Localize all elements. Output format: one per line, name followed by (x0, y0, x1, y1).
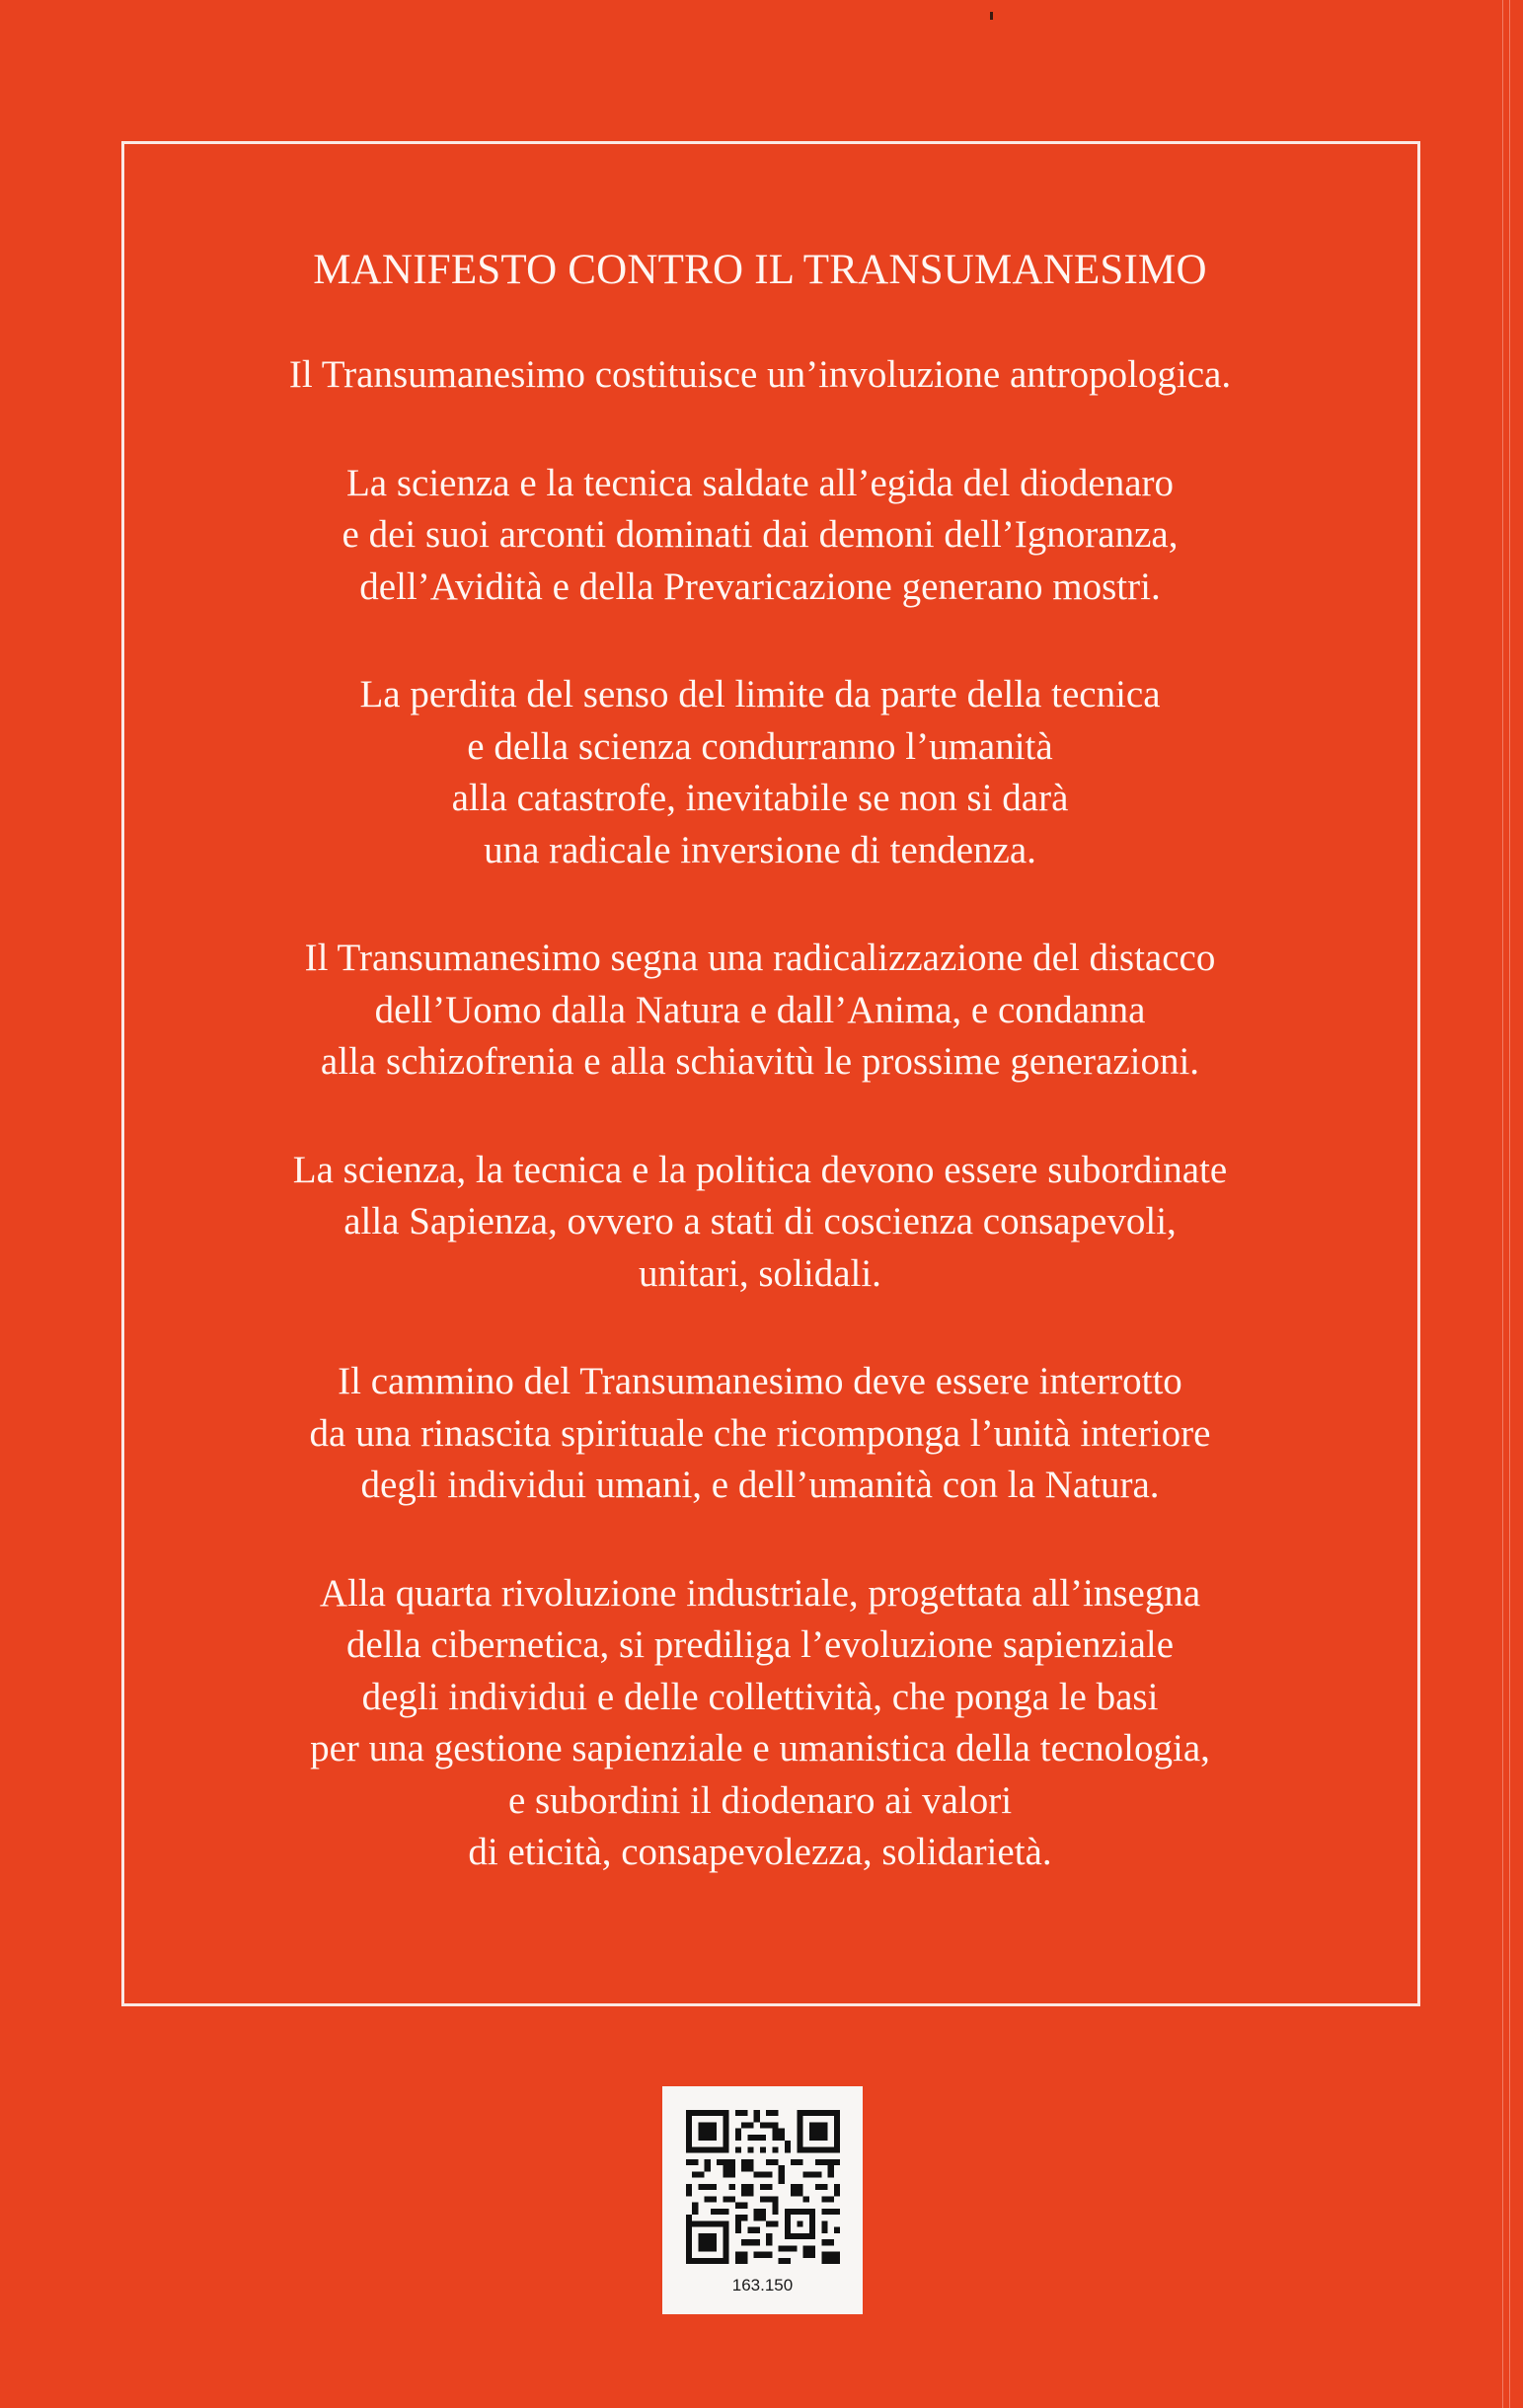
paragraph-line: alla Sapienza, ovvero a stati di coscienza consapevoli, (343, 1200, 1177, 1242)
paragraph-line: degli individui e delle collettività, che ponga le basi (361, 1675, 1159, 1718)
paragraph-line: della cibernetica, si prediliga l’evoluzione sapienziale (345, 1623, 1175, 1666)
paragraph-3 (128, 669, 1392, 876)
manifesto-title: MANIFESTO CONTRO IL TRANSUMANESIMO (313, 247, 1207, 293)
paragraph-line: alla schizofrenia e alla schiavitù le prossime generazioni. (320, 1040, 1200, 1083)
paragraph-line: alla catastrofe, inevitabile se non si darà (451, 777, 1069, 819)
paragraph-1 (128, 349, 1392, 402)
paragraph-line: Alla quarta rivoluzione industriale, progettata all’insegna (319, 1571, 1201, 1615)
paragraph-line: e subordini il diodenaro ai valori (507, 1778, 1013, 1822)
paragraph-7 (128, 1568, 1392, 1879)
paragraph-2 (128, 458, 1392, 614)
paragraph-line: una radicale inversione di tendenza. (484, 828, 1036, 871)
paragraph-line: dell’Avidità e della Prevaricazione generano mostri. (359, 564, 1161, 608)
paragraph-4 (128, 933, 1392, 1089)
qr-code-panel (662, 2086, 863, 2314)
paragraph-line: unitari, solidali. (639, 1251, 881, 1295)
manifesto-content (128, 245, 1392, 1935)
paragraph-line: La perdita del senso del limite da parte della tecnica (359, 673, 1161, 715)
paragraph-line: di eticità, consapevolezza, solidarietà. (468, 1831, 1052, 1873)
paragraph-line: La scienza, la tecnica e la politica devono essere subordinate (292, 1148, 1228, 1191)
paragraph-line: degli individui umani, e dell’umanità con la Natura. (360, 1464, 1160, 1506)
qr-code-icon (686, 2110, 840, 2264)
spine-fold-line (1502, 0, 1510, 2408)
paragraph-line: Il Transumanesimo costituisce un’involuzione antropologica. (288, 353, 1232, 396)
paragraph-line: da una rinascita spirituale che ricomponga l’unità interiore (309, 1411, 1211, 1455)
print-speck (990, 12, 993, 20)
paragraph-5 (128, 1145, 1392, 1301)
paragraph-line: Il cammino del Transumanesimo deve essere interrotto (338, 1360, 1182, 1402)
paragraph-line: dell’Uomo dalla Natura e dall’Anima, e condanna (374, 988, 1146, 1031)
paragraph-line: e della scienza condurranno l’umanità (467, 724, 1053, 768)
paragraph-line: Il Transumanesimo segna una radicalizzazione del distacco (304, 937, 1216, 979)
paragraph-6 (128, 1356, 1392, 1512)
paragraph-line: La scienza e la tecnica saldate all’egida del diodenaro (345, 461, 1175, 504)
paragraph-line: e dei suoi arconti dominati dai demoni dell’Ignoranza, (342, 513, 1179, 556)
qr-code-label: 163.150 (731, 2276, 794, 2295)
paragraph-line: per una gestione sapienziale e umanistica della tecnologia, (310, 1727, 1210, 1769)
